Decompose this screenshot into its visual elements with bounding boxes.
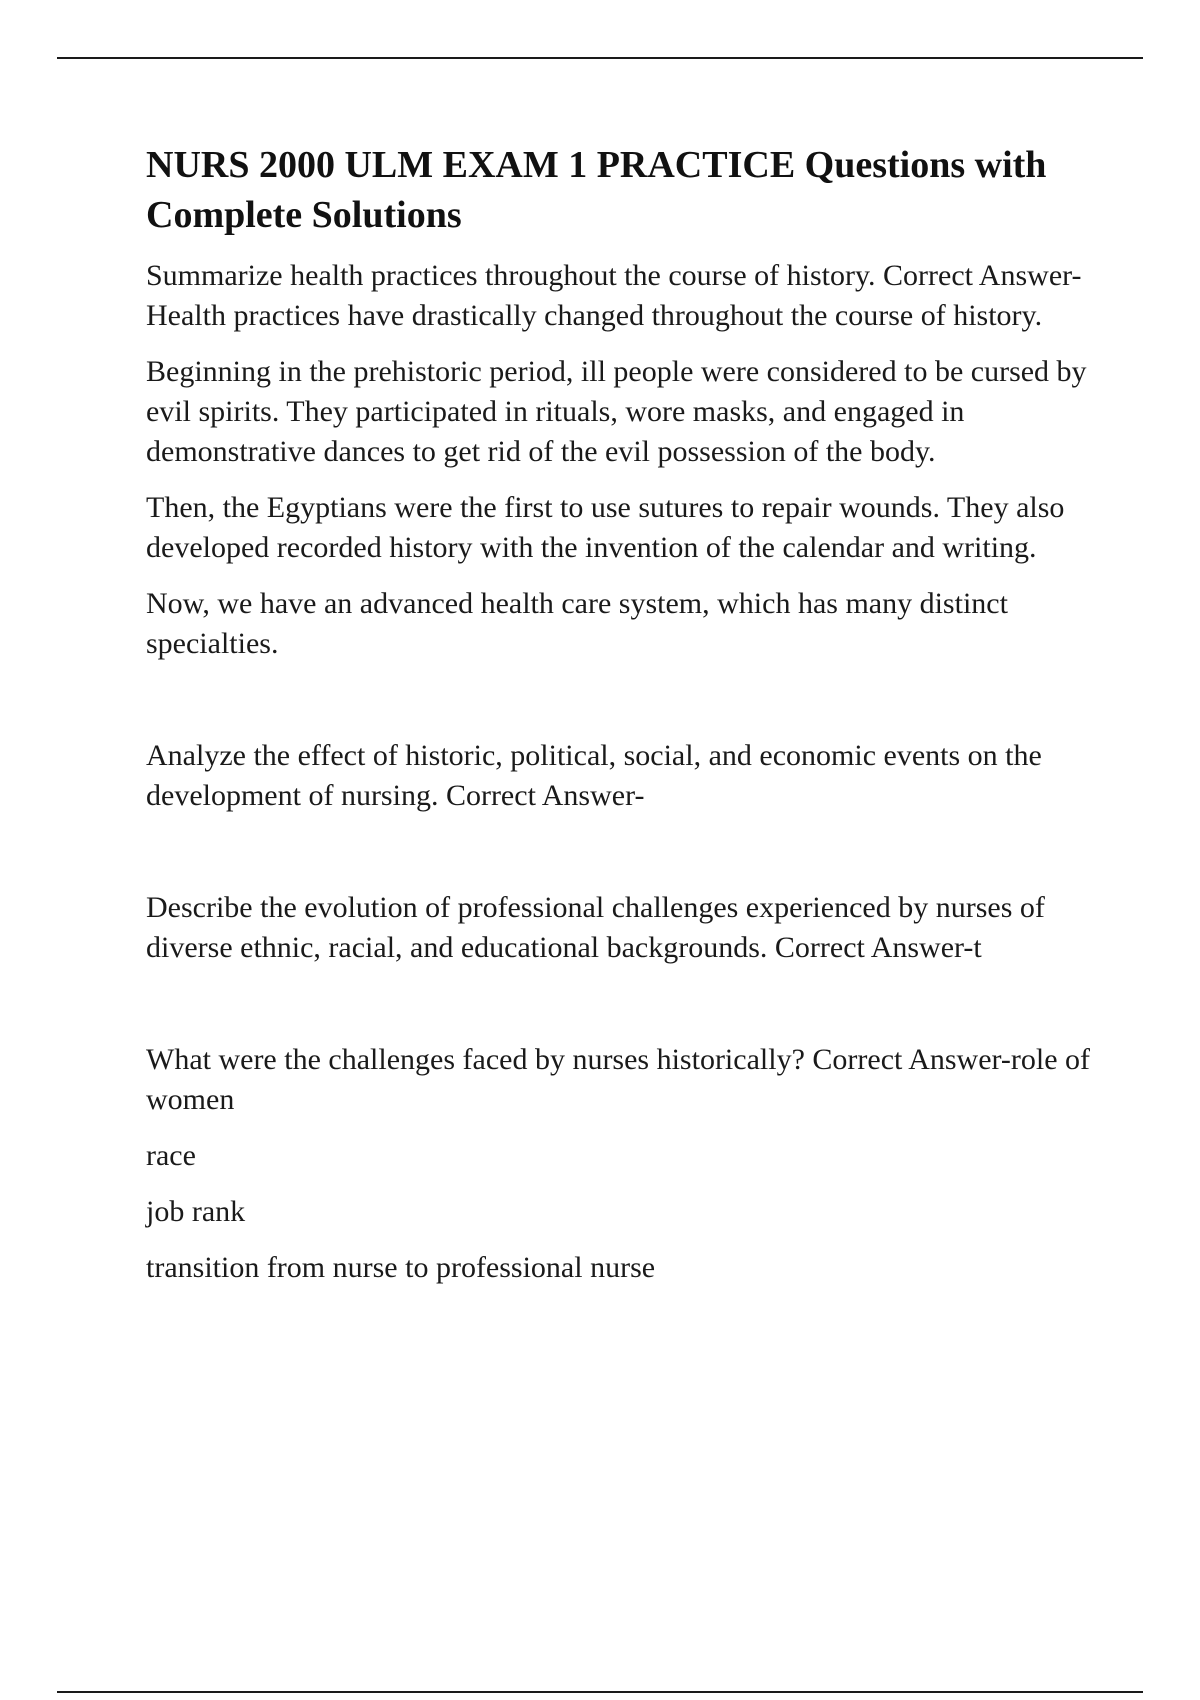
paragraph-1: Summarize health practices throughout the course of history. Correct Answer-Health practices have drastically changed throughout the course of history. bbox=[146, 259, 1082, 332]
bottom-divider bbox=[57, 1691, 1143, 1693]
document-body bbox=[146, 140, 1106, 1304]
paragraph-3: Then, the Egyptians were the first to use sutures to repair wounds. They also developed recorded history with the invention of the calendar and writing. bbox=[146, 491, 1065, 564]
paragraph-5: Analyze the effect of historic, political, social, and economic events on the development of nursing. Correct Answer- bbox=[146, 739, 1042, 812]
paragraph-7: What were the challenges faced by nurses historically? Correct Answer-role of women bbox=[146, 1043, 1091, 1116]
list-item-transition: transition from nurse to professional nurse bbox=[146, 1251, 656, 1284]
paragraph-4: Now, we have an advanced health care system, which has many distinct specialties. bbox=[146, 587, 1008, 660]
paragraph-2: Beginning in the prehistoric period, ill people were considered to be cursed by evil spirits. They participated in rituals, wore masks, and engaged in demonstrative dances to get rid of the evil possession of the body. bbox=[146, 355, 1087, 468]
paragraph-6: Describe the evolution of professional challenges experienced by nurses of diverse ethnic, racial, and educational backgrounds. Correct Answer-t bbox=[146, 891, 1045, 964]
document-title: NURS 2000 ULM EXAM 1 PRACTICE Questions with Complete Solutions bbox=[146, 144, 1047, 236]
list-item-job-rank: job rank bbox=[146, 1195, 246, 1228]
top-divider bbox=[57, 57, 1143, 59]
list-item-race: race bbox=[146, 1139, 196, 1172]
